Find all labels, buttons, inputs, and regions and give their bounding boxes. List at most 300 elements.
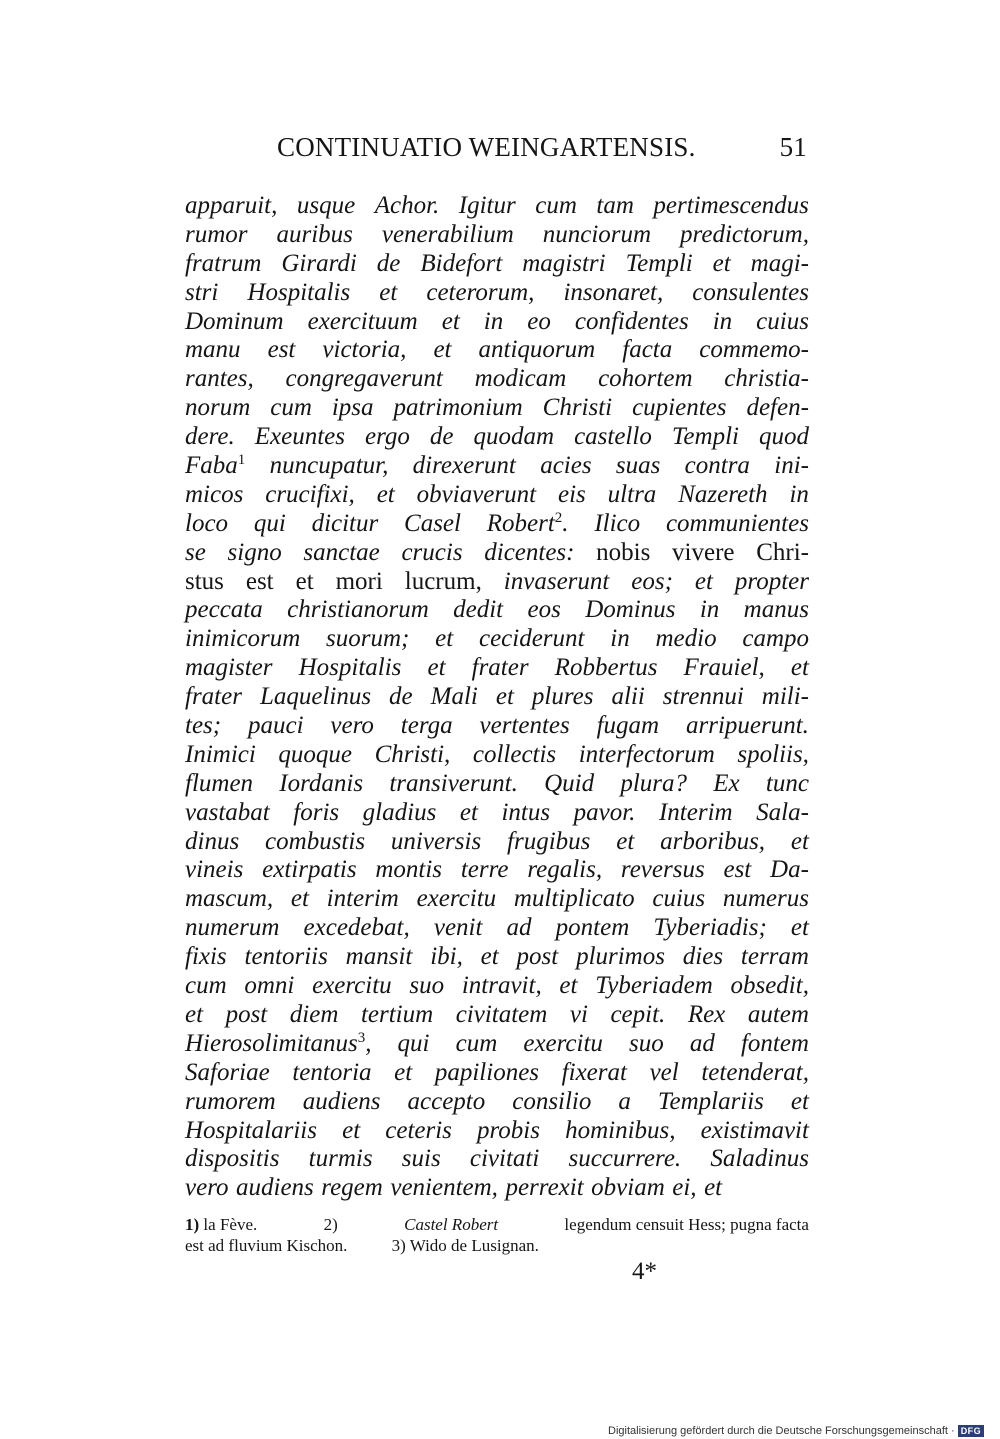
word: tam [596,192,634,219]
footnote-ref: 2 [554,509,563,526]
word: omni [244,972,295,1000]
word: cuius [652,885,706,913]
word: plura? [620,769,688,797]
word: vineis [185,856,244,884]
word: foris [293,798,340,826]
word: Laquelinus [259,683,372,711]
word: mascum, [185,885,274,913]
word: Frauiel, [683,654,765,682]
word: direxerunt [412,452,516,480]
word: arripuerunt. [685,712,809,740]
word: Tyberiadem [595,972,713,1000]
text-line [185,625,809,654]
word: est [723,856,752,884]
word: frater [471,654,529,682]
word: predictorum, [680,220,809,248]
word: fixerat [561,1058,627,1086]
word: frater [185,683,242,711]
word: est [267,336,296,364]
word: magi- [750,249,809,277]
word: cum [455,1029,498,1057]
word: magistri [522,249,606,277]
word: mori [335,567,383,595]
word: et [790,1087,809,1115]
word: fixis [185,943,227,971]
word: vero [185,1174,229,1202]
text-line [185,452,809,481]
word: regalis, [527,856,603,884]
word: in [610,625,630,653]
word: dinus [185,827,240,855]
word: vi [569,1000,588,1028]
text-line [185,308,809,337]
word: invaserunt [503,567,610,595]
word: et [559,972,578,1000]
word: rantes, [185,365,254,393]
word: post [225,1000,268,1028]
word: auribus [276,220,353,248]
word: nunciorum [542,220,652,248]
word: mili- [761,683,809,711]
word: probis [477,1116,540,1144]
word: intravit, [461,972,542,1000]
word: ultra [607,480,657,508]
word: papiliones [434,1058,540,1086]
word: venit [433,914,483,942]
text-line [185,1088,809,1117]
word: et [295,567,314,595]
word: ergo [364,423,410,451]
word: obviam [591,1174,665,1202]
footnote-text: 3) Wido de Lusignan. [391,1236,539,1255]
word: norum [185,394,251,422]
word: regem [321,1174,383,1202]
word: Chri- [756,538,809,566]
word: et [435,625,454,653]
word: multiplicato [513,885,635,913]
text-line [185,423,809,452]
word: fontem [740,1029,809,1057]
word: quod [758,423,809,451]
word: obviaverunt [416,480,537,508]
dfg-logo: DFG [958,1425,985,1437]
word: Achor. [374,192,440,219]
word: in [699,596,720,624]
word: exercitu [523,1029,603,1057]
footnote-ref: 1 [237,452,246,469]
word: Hospitalis [247,278,351,306]
word: plures [531,683,594,711]
text-line [185,394,809,423]
word: vivere [672,538,735,566]
word: Casel [404,509,461,537]
word: et [480,943,499,971]
text-line [185,539,809,568]
word: et [459,798,478,826]
word: ceteris [385,1116,452,1144]
word: modicam [474,365,567,393]
word: dicentes: [484,538,575,566]
word: Nazereth [678,480,768,508]
word: campo [742,625,809,653]
text-line [185,943,809,972]
word: ini- [774,452,809,480]
word: terram [740,943,809,971]
text-line [185,192,809,221]
word: eo [527,307,551,335]
word: communientes [665,509,809,537]
word: pauci [247,712,304,740]
word: et [376,480,395,508]
word: contra [684,452,750,480]
word: vel [649,1058,679,1086]
word: eos [527,596,561,624]
footnotes [185,1214,809,1256]
word: Hospitalariis [185,1116,317,1144]
word: cepit. [610,1000,666,1028]
footnote-text: la Fève. [203,1215,258,1234]
word: Robert$^2$. [486,509,569,537]
word: se [185,538,206,566]
text-line [185,741,809,770]
word: Saforiae [185,1058,270,1086]
word: dere. [185,423,235,451]
word: et [427,654,446,682]
word: audiens [302,1087,381,1115]
word: cohortem [598,365,693,393]
word: christianorum [287,596,429,624]
word: dispositis [185,1145,280,1173]
word: insonaret, [563,278,664,306]
word: et [185,1000,204,1028]
word: Mali [430,683,478,711]
word: de [376,249,401,277]
word: quodam [473,423,555,451]
word: commemo- [699,336,809,364]
word: autem [747,1000,809,1028]
word: ceciderunt [478,625,585,653]
word: Da- [770,856,809,884]
word: cum [185,972,227,1000]
word: tetenderat, [701,1058,809,1086]
word: in [789,480,809,508]
word: post [516,943,559,971]
word: vertentes [479,712,570,740]
word: ei, [672,1174,697,1202]
word: Rex [687,1000,726,1028]
word: perrexit [505,1174,584,1202]
word: ipsa [331,394,374,422]
word: collectis [472,740,557,768]
word: fugam [596,712,660,740]
word: patrimonium [393,394,523,422]
footnote-text: legendum censuit Hess; pugna facta [564,1215,809,1234]
word: hominibus, [565,1116,676,1144]
text-line [185,568,809,597]
word: cupientes [632,394,727,422]
word: loco [185,509,229,537]
word: sanctae [303,538,380,566]
footnote-number: 1) [185,1215,200,1234]
text-line [185,250,809,279]
word: ad [506,914,532,942]
word: et [342,1116,361,1144]
word: stus [185,567,224,595]
text-line [185,1059,809,1088]
word: et [790,654,809,682]
word: Exeuntes [254,423,345,451]
word: apparuit, [185,192,278,219]
word: Bidefort [420,249,503,277]
word: micos [185,480,244,508]
footnote-text: est ad fluvium Kischon. [185,1236,348,1255]
word: numerum [185,914,280,942]
footnote-ref: 3 [357,1029,366,1046]
word: strennui [662,683,744,711]
word: inimicorum [185,625,301,653]
word: de [389,683,413,711]
word: qui [253,509,286,537]
text-line [185,221,809,250]
word: ibi, [430,943,463,971]
word: excedebat, [303,914,410,942]
credit-text: Digitalisierung gefördert durch die Deutsche Forschungsgemeinschaft · [608,1424,955,1437]
word: et [790,827,809,855]
word: diem [289,1000,339,1028]
body-text [185,192,809,1203]
word: acies [540,452,592,480]
word: suo [409,972,445,1000]
word: antiquorum [478,336,596,364]
word: combustis [265,827,366,855]
word: peccata [185,596,263,624]
word: Templariis [657,1087,764,1115]
word: et [616,827,635,855]
text-line [185,596,809,625]
word: obsedit, [730,972,809,1000]
word: spoliis, [737,740,809,768]
word: fratrum [185,249,262,277]
word: audiens [236,1174,314,1202]
word: et [441,307,460,335]
text-line [185,799,809,828]
word: defen- [746,394,809,422]
word: intus [501,798,551,826]
word: transiverunt. [389,769,518,797]
word: Dominum [185,307,284,335]
word: manus [743,596,809,624]
word: pontem [555,914,630,942]
footnote-number: 2) [323,1215,338,1234]
word: qui [397,1029,430,1057]
text-line [185,336,809,365]
word: vero [330,712,374,740]
word: tertium [360,1000,434,1028]
word: terga [400,712,453,740]
word: Sala- [756,798,809,826]
digitization-credit [608,1422,1000,1439]
word: extirpatis [262,856,357,884]
word: turmis [308,1145,373,1173]
word: Ilico [594,509,641,537]
word: universis [390,827,482,855]
word: usque [296,192,356,219]
footnote-line [185,1235,809,1256]
word: crucis [401,538,463,566]
word: montis [375,856,443,884]
text-line [185,885,809,914]
text-line [185,1030,809,1059]
word: plurimos [576,943,665,971]
text-line [185,654,809,683]
word: numerus [722,885,809,913]
word: stri [185,278,219,306]
word: venerabilium [381,220,514,248]
word: a [618,1087,631,1115]
word: rumorem [185,1087,276,1115]
word: et [433,336,452,364]
word: magister [185,654,273,682]
word: castello [574,423,652,451]
word: et [694,567,713,595]
word: interim [326,885,399,913]
footnote-line [185,1214,809,1235]
word: medio [655,625,717,653]
word: dies [682,943,724,971]
word: de [429,423,454,451]
word: frugibus [507,827,591,855]
word: Dominus [585,596,676,624]
word: suorum; [326,625,410,653]
word: dedit [453,596,504,624]
word: et [790,914,809,942]
word: tentoria [292,1058,372,1086]
word: eos; [631,567,673,595]
text-line [185,510,809,539]
word: Iordanis [279,769,364,797]
word: exercitu [312,972,392,1000]
text-line [185,1145,809,1174]
word: rumor [185,220,248,248]
word: ad [689,1029,715,1057]
word: lucrum, [404,567,482,595]
word: ceterorum, [426,278,535,306]
word: nobis [596,538,651,566]
word: cum [270,394,312,422]
word: exercituum [307,307,418,335]
word: et [379,278,398,306]
text-line [185,481,809,510]
word: existimavit [700,1116,809,1144]
word: congregaverunt [285,365,443,393]
word: crucifixi, [265,480,355,508]
word: victoria, [322,336,407,364]
word: Saladinus [710,1145,809,1173]
word: in [483,307,504,335]
word: suis [401,1145,441,1173]
word: et [290,885,309,913]
page-number: 51 [779,132,807,162]
word: Girardi [281,249,357,277]
word: consilio [512,1087,592,1115]
text-line [185,770,809,799]
text-line [185,1174,809,1203]
running-header [275,132,807,168]
word: propter [734,567,809,595]
word: cuius [756,307,809,335]
word: civitati [469,1145,540,1173]
word: interfectorum [578,740,715,768]
word: suas [615,452,661,480]
text-line [185,683,809,712]
word: in [712,307,733,335]
word: nuncupatur, [269,452,389,480]
text-line [185,856,809,885]
word: flumen [185,769,254,797]
word: vastabat [185,798,270,826]
word: consulentes [692,278,809,306]
word: Tyberiadis; [653,914,767,942]
word: Robbertus [554,654,658,682]
word: et [712,249,731,277]
word: pertimescendus [653,192,809,219]
word: Inimici [185,740,256,768]
word: quoque [278,740,352,768]
text-line [185,712,809,741]
footnote-italic: Castel Robert [404,1215,499,1234]
word: civitatem [455,1000,548,1028]
word: mansit [345,943,413,971]
word: manu [185,336,241,364]
word: Christi, [374,740,451,768]
text-line [185,1117,809,1146]
word: et [704,1174,723,1202]
word: Templi [671,423,739,451]
word: tentoriis [244,943,328,971]
word: venientem, [390,1174,498,1202]
word: et [495,683,514,711]
word: Igitur [458,192,516,219]
word: Hospitalis [298,654,402,682]
word: signo [227,538,282,566]
word: succurrere. [568,1145,682,1173]
word: Ex [713,769,740,797]
word: Christi [542,394,613,422]
word: pavor. [573,798,636,826]
word: et [394,1058,413,1086]
word: christia- [724,365,809,393]
signature-mark: 4* [632,1258,657,1285]
word: accepto [407,1087,486,1115]
text-line [185,972,809,1001]
word: Hierosolimitanus$^3$, [185,1029,372,1057]
word: alii [611,683,645,711]
text-line [185,914,809,943]
word: Faba$^1$ [185,452,246,480]
word: cum [535,192,577,219]
text-line [185,365,809,394]
word: suo [629,1029,664,1057]
text-line [185,1001,809,1030]
word: Quid [544,769,595,797]
text-line [185,279,809,308]
word: dicitur [311,509,379,537]
word: exercitu [416,885,497,913]
word: tunc [765,769,809,797]
word: reversus [620,856,705,884]
running-title: CONTINUATIO WEINGARTENSIS. [277,132,696,162]
word: gladius [362,798,437,826]
